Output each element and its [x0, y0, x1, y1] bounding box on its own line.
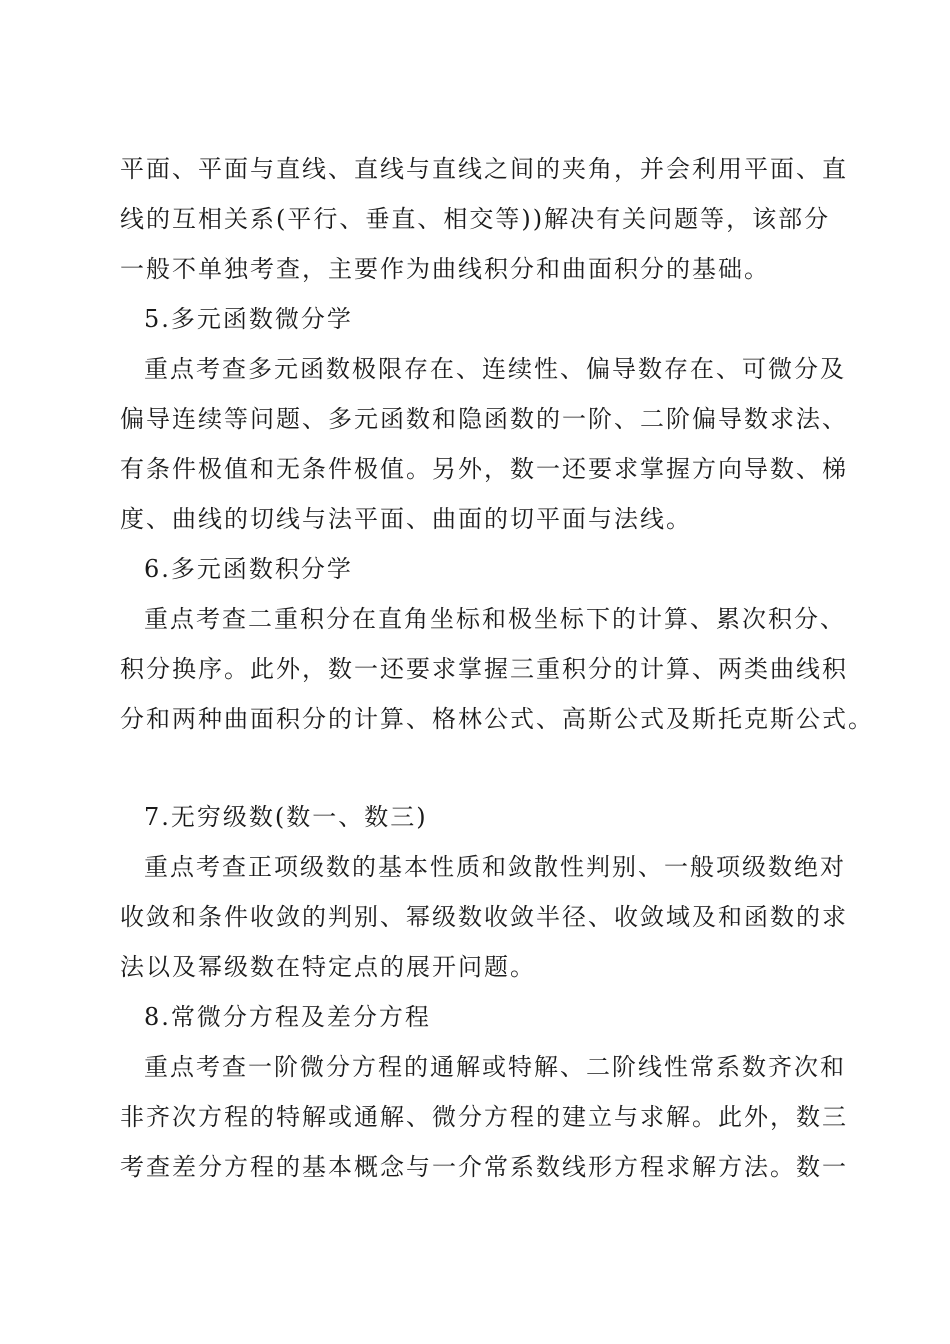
paragraph-line: 线的互相关系(平行、垂直、相交等))解决有关问题等，该部分: [120, 205, 831, 233]
paragraph-line: 积分换序。此外，数一还要求掌握三重积分的计算、两类曲线积: [120, 655, 848, 683]
paragraph-line: 分和两种曲面积分的计算、格林公式、高斯公式及斯托克斯公式。: [120, 705, 874, 733]
section-heading: 8.常微分方程及差分方程: [144, 1003, 431, 1031]
paragraph-line: 重点考查正项级数的基本性质和敛散性判别、一般项级数绝对: [144, 853, 846, 881]
paragraph-line: 考查差分方程的基本概念与一介常系数线形方程求解方法。数一: [120, 1153, 848, 1181]
paragraph-line: 一般不单独考查，主要作为曲线积分和曲面积分的基础。: [120, 255, 770, 283]
section-heading: 6.多元函数积分学: [144, 555, 353, 583]
paragraph-line: 有条件极值和无条件极值。另外，数一还要求掌握方向导数、梯: [120, 455, 848, 483]
paragraph-line: 重点考查二重积分在直角坐标和极坐标下的计算、累次积分、: [144, 605, 846, 633]
section-heading: 7.无穷级数(数一、数三): [144, 803, 428, 831]
paragraph-line: 平面、平面与直线、直线与直线之间的夹角，并会利用平面、直: [120, 155, 848, 183]
paragraph-line: 法以及幂级数在特定点的展开问题。: [120, 953, 536, 981]
paragraph-line: 非齐次方程的特解或通解、微分方程的建立与求解。此外，数三: [120, 1103, 848, 1131]
section-heading: 5.多元函数微分学: [144, 305, 353, 333]
paragraph-line: 偏导连续等问题、多元函数和隐函数的一阶、二阶偏导数求法、: [120, 405, 848, 433]
paragraph-line: 重点考查多元函数极限存在、连续性、偏导数存在、可微分及: [144, 355, 846, 383]
paragraph-line: 重点考查一阶微分方程的通解或特解、二阶线性常系数齐次和: [144, 1053, 846, 1081]
paragraph-line: 度、曲线的切线与法平面、曲面的切平面与法线。: [120, 505, 692, 533]
paragraph-line: 收敛和条件收敛的判别、幂级数收敛半径、收敛域及和函数的求: [120, 903, 848, 931]
